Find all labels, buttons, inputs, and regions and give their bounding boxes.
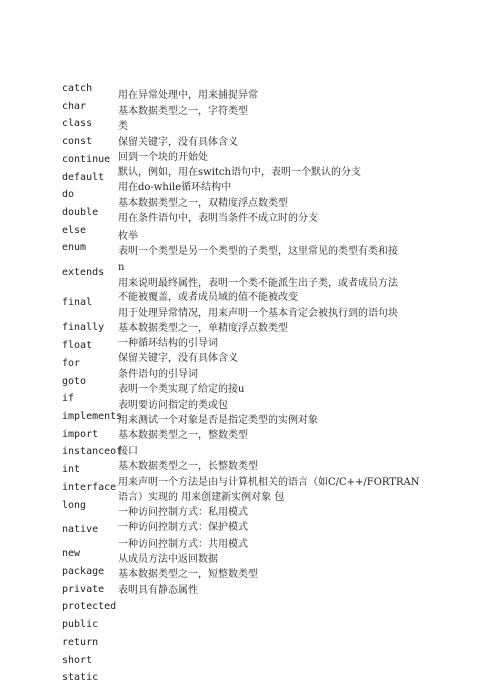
description-line: 基本数据类型之一，整数类型 (118, 430, 248, 441)
description-line: 基本数据类型之一，短整数类型 (118, 569, 258, 580)
description-line: 表明一个类型是另一个类型的子类型，这里常见的类型有类和接 (118, 246, 398, 257)
description-line: 接口 (118, 446, 138, 457)
description-line: 用在do-while循环结构中 (118, 182, 232, 193)
keyword-label: else (62, 225, 87, 236)
description-line: 枚举 (118, 231, 138, 242)
keyword-label: import (62, 429, 99, 440)
description-line: 一种访问控制方式：私用模式 (118, 507, 248, 518)
description-line: 语言）实现的 用来创建新实例对象 包 (118, 492, 285, 503)
keyword-label: instanceof (62, 446, 123, 457)
description-line: 表明一个类实现了给定的接u (118, 384, 245, 395)
keyword-label: catch (62, 83, 93, 94)
keyword-label: continue (62, 154, 111, 165)
description-line: 表明要访问指定的类或包 (118, 400, 228, 411)
keyword-label: final (62, 297, 93, 308)
description-line: 表明具有静态属性 (118, 585, 198, 596)
keyword-label: public (62, 619, 99, 630)
description-line: 基木数据类型之一，长整数类型 (118, 461, 258, 472)
keyword-label: goto (62, 376, 87, 387)
keyword-label: finally (62, 322, 105, 333)
description-line: 保留关键字，没有具体含义 (118, 137, 238, 148)
description-line: 回到一个块的开始处 (118, 152, 208, 163)
keyword-label: new (62, 548, 81, 559)
keyword-label: short (62, 655, 93, 666)
keyword-label: protected (62, 601, 117, 612)
description-line: 一种访问控制方式：保护模式 (118, 522, 248, 533)
keyword-label: return (62, 637, 99, 648)
description-line: 基本数据类型之一，双精度浮点数类型 (118, 198, 288, 209)
description-line: 条件语句的引导词 (118, 369, 198, 380)
description-line: 用来说明最终属性，表明一个类不能派生出子类，或者成员方法 (118, 278, 398, 289)
description-line: 用来测试一个对象是否是指定类型的实例对象 (118, 415, 318, 426)
keyword-label: static (62, 672, 99, 683)
keyword-label: const (62, 136, 93, 147)
keyword-label: package (62, 566, 105, 577)
keyword-label: for (62, 358, 81, 369)
description-line: 类 (118, 121, 128, 132)
description-line: 不能被覆盖，或者成员域的值不能被改变 (118, 292, 298, 303)
keyword-label: extends (62, 267, 105, 278)
keyword-label: enum (62, 242, 87, 253)
keyword-label: class (62, 118, 93, 129)
description-line: 用在条件语句中，表明当条件不成立时的分支 (118, 213, 318, 224)
description-line: 用在异常处理中，用来捕捉异常 (118, 90, 258, 101)
keyword-label: if (62, 393, 75, 404)
description-line: 用来声明一个方法是由与计算机相关的语言（如C/C++/FORTRAN (118, 477, 420, 488)
description-line: 一种循环结构的引导词 (118, 338, 218, 349)
keyword-label: int (62, 464, 81, 475)
keyword-label: implements (62, 411, 123, 422)
description-line: 一种访问控制方式：共用模式 (118, 539, 248, 550)
keyword-label: float (62, 340, 93, 351)
keyword-label: interface (62, 482, 117, 493)
keyword-label: private (62, 584, 105, 595)
description-line: 基本数据类型之一，字符类型 (118, 106, 248, 117)
description-line: 默认，例如，用在switch语句中，表明一个默认的分支 (118, 167, 361, 178)
keyword-label: default (62, 172, 105, 183)
keyword-label: native (62, 524, 99, 535)
description-line: 从成员方法中返回数据 (118, 554, 218, 565)
description-line: 用于处理异常情况，用来声明一个基本肯定会被执行到的语句块 (118, 308, 398, 319)
description-line: 基本数据类型之一，单精度浮点数类型 (118, 323, 288, 334)
keyword-label: double (62, 207, 99, 218)
keyword-label: long (62, 500, 87, 511)
description-line: n (118, 262, 125, 273)
description-line: 保留关键字，没有具体含义 (118, 353, 238, 364)
keyword-label: char (62, 101, 87, 112)
keyword-label: do (62, 189, 75, 200)
